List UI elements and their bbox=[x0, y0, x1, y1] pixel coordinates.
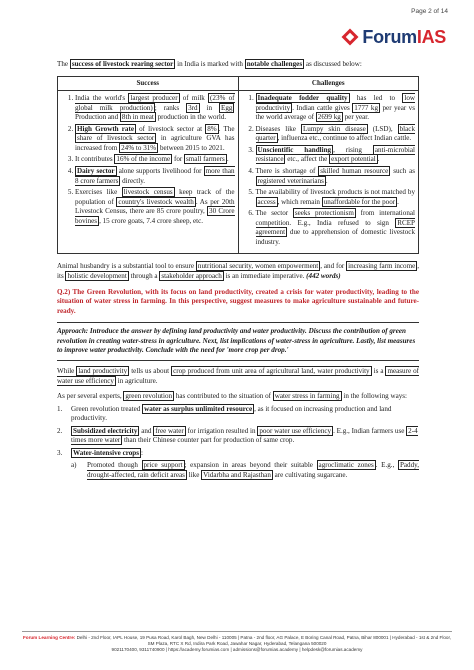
highlight: 8th in meat bbox=[121, 113, 154, 122]
highlight: 3rd bbox=[188, 103, 198, 112]
highlight: black quarter bbox=[255, 124, 415, 143]
green-revolution-points bbox=[57, 405, 419, 481]
list-number: 1. bbox=[57, 404, 63, 413]
text-span: (LSD), bbox=[367, 124, 398, 133]
text-span: : bbox=[141, 448, 143, 457]
text-span: for irrigation resulted in bbox=[185, 426, 258, 435]
text-span: has led to bbox=[349, 94, 403, 102]
highlight: Unscientific handling bbox=[257, 145, 332, 154]
page-number: Page 2 of 14 bbox=[411, 8, 448, 15]
highlight: 30 Crore bovines bbox=[75, 207, 235, 225]
text-span: for bbox=[172, 155, 185, 164]
text-span: . bbox=[377, 155, 380, 164]
highlight: poor water use efficiency bbox=[259, 426, 332, 435]
text-span: between 2015 to 2021. bbox=[158, 143, 225, 152]
highlight: livestock census bbox=[123, 188, 173, 197]
highlight: notable challenges bbox=[246, 60, 303, 68]
text-span: Promoted though bbox=[87, 461, 142, 470]
text-span: etc., affect the bbox=[285, 155, 330, 164]
list-item bbox=[57, 449, 419, 481]
experts-paragraph bbox=[57, 392, 419, 402]
sub-list-item bbox=[71, 461, 419, 480]
text-span: , as it focused on increasing production and land productivity. bbox=[71, 404, 392, 423]
text-span: in bbox=[199, 103, 220, 112]
text-span: in the following ways: bbox=[341, 392, 408, 401]
highlight: Inadequate fodder quality bbox=[257, 94, 348, 102]
text-span: in agriculture. bbox=[115, 376, 158, 385]
highlight: 24% to 31% bbox=[121, 143, 157, 152]
list-item-text bbox=[71, 449, 143, 459]
text-span: such as bbox=[390, 166, 416, 175]
challenge-item bbox=[256, 146, 416, 165]
challenges-column bbox=[238, 91, 419, 254]
logo-ias: IAS bbox=[416, 26, 446, 47]
highlight: increasing farm income bbox=[348, 262, 416, 271]
footer-line-1: Delhi - 2nd Floor, IAPL House, 19 Pusa Road, Karol Bagh, New Delhi - 110005 | Patna - 2nd floor, AG Palace, E Boring Canal Road, Patna, Bihar 800001 | Hyderabad - 1st & 2nd Floor, SM Plaza, RTC X Rd, Indira Park Road, Jawahar Nagar, Hyderabad, Telangana 500020 bbox=[75, 635, 452, 647]
highlight: Water-intensive crops bbox=[73, 448, 140, 457]
text-span: Green revolution treated bbox=[71, 404, 143, 413]
text-span: It contributes bbox=[75, 155, 115, 164]
text-span: than their Chinese counter part for production of same crop. bbox=[122, 436, 295, 445]
highlight: Egg bbox=[221, 103, 233, 112]
success-item bbox=[75, 94, 235, 123]
text-span: . As per 20th Livestock Census, there are 85 crore poultry, bbox=[75, 197, 235, 216]
highlight: Subsidized electricity bbox=[73, 426, 138, 435]
text-span: per year vs the world average of bbox=[255, 103, 415, 122]
challenge-item bbox=[256, 125, 416, 144]
logo-forum: Forum bbox=[362, 26, 417, 47]
highlight: Lumpy skin disease bbox=[302, 124, 366, 133]
highlight: 8% bbox=[207, 124, 217, 133]
highlight: anti-microbial resistance bbox=[255, 145, 415, 164]
text-span: is an immediate imperative. bbox=[223, 272, 307, 280]
text-span: The availability of livestock products is not matched by bbox=[255, 188, 415, 197]
text-span: As per several experts, bbox=[57, 392, 124, 401]
challenge-item bbox=[256, 167, 416, 186]
document-body bbox=[57, 60, 419, 484]
highlight: access bbox=[257, 197, 276, 206]
text-span: from international competition. E.g., India refused to sign bbox=[255, 209, 415, 227]
list-number: 2. bbox=[57, 426, 63, 435]
text-span: , which remain bbox=[277, 197, 322, 206]
intro-paragraph bbox=[57, 60, 419, 70]
footer-address bbox=[22, 635, 452, 647]
success-item bbox=[75, 125, 235, 154]
text-span: . E.g., bbox=[375, 461, 398, 470]
sub-list bbox=[57, 461, 419, 480]
text-span: The sector bbox=[255, 209, 293, 218]
list-number: 3. bbox=[57, 448, 63, 457]
text-span: The bbox=[57, 60, 70, 68]
text-span: due to apprehension of domestic livestock industry. bbox=[255, 228, 415, 246]
highlight: country's livestock wealth bbox=[118, 197, 194, 206]
highlight: more than 8 crore farmers bbox=[75, 166, 235, 185]
highlight: agroclimatic zones bbox=[318, 461, 374, 470]
text-span: . bbox=[397, 197, 399, 206]
text-span: like bbox=[186, 471, 202, 479]
table-header-challenges: Challenges bbox=[238, 76, 419, 90]
highlight: Paddy, drought-affected, rain deficit areas bbox=[87, 461, 419, 479]
highlight: seeks protectionism bbox=[294, 209, 354, 218]
highlight: RCEP agreement bbox=[255, 218, 415, 237]
text-span: , its bbox=[57, 262, 420, 280]
text-span: . bbox=[226, 155, 229, 164]
approach-text: Approach: Introduce the answer by defining land productivity and water productivity. Discuss the contribution of green revolution in creating water-stress in agriculture. Next, list implications of water-stress in agriculture. Lastly, list measures to improve water productivity. Conclude with the need for 'more crop per drop.' bbox=[57, 322, 419, 361]
highlight: crop produced from unit area of agricultural land, water productivity bbox=[173, 366, 370, 375]
text-span: as discussed below: bbox=[304, 60, 362, 68]
text-span: through a bbox=[128, 272, 160, 280]
highlight: export potential bbox=[331, 155, 376, 164]
text-span: production in the world. bbox=[155, 113, 227, 122]
highlight: green revolution bbox=[125, 392, 173, 401]
definition-paragraph bbox=[57, 367, 419, 386]
highlight: share of livestock sector bbox=[77, 134, 155, 143]
text-span: and bbox=[139, 426, 154, 435]
footer-brand: Forum Learning Centre: bbox=[22, 635, 76, 640]
text-span: Animal husbandry is a substantial tool to ensure bbox=[57, 262, 196, 271]
text-span: of milk bbox=[179, 94, 209, 102]
text-span: , rising bbox=[333, 145, 373, 154]
success-item bbox=[75, 188, 235, 226]
text-span: ; expansion in areas beyond their suitable bbox=[184, 461, 317, 470]
list-item-text bbox=[71, 405, 419, 424]
highlight: water as surplus unlimited resource bbox=[144, 404, 253, 413]
table-header-success: Success bbox=[58, 76, 239, 90]
highlight: water stress in farming bbox=[274, 392, 340, 401]
challenge-item bbox=[256, 209, 416, 247]
highlight: small farmers bbox=[186, 155, 225, 164]
highlight: 2699 kg bbox=[317, 113, 341, 122]
conclusion-paragraph bbox=[57, 262, 419, 281]
highlight: nutritional security, women empowerment bbox=[197, 262, 319, 271]
highlight: free water bbox=[155, 426, 184, 435]
text-span: . E.g., Indian farmers use bbox=[333, 426, 407, 435]
text-span: . The bbox=[218, 124, 235, 133]
success-column bbox=[58, 91, 239, 254]
word-count: (442 words) bbox=[306, 272, 341, 280]
question-text: Q.2) The Green Revolution, with its focus on land productivity, created a crisis for water productivity, leading to the situation of water stress in farming. In this perspective, suggest measures to make agriculture sustainable and future-ready. bbox=[57, 287, 419, 315]
list-item-text bbox=[71, 427, 419, 446]
highlight: unaffordable for the poor bbox=[323, 197, 396, 206]
highlight: land productivity bbox=[78, 366, 128, 375]
highlight: 1777 kg bbox=[354, 103, 379, 112]
highlight: stakeholder approach bbox=[161, 272, 222, 280]
highlight: low productivity bbox=[255, 94, 415, 112]
text-span: in India is marked with bbox=[175, 60, 245, 68]
highlight: (23% of global milk production) bbox=[75, 94, 235, 112]
highlight: success of livestock rearing sector bbox=[71, 60, 174, 68]
highlight: Dairy sector bbox=[77, 166, 115, 175]
list-item bbox=[57, 405, 419, 424]
forumias-logo bbox=[344, 27, 446, 47]
list-number: a) bbox=[71, 461, 77, 470]
highlight: High Growth rate bbox=[77, 124, 134, 133]
text-span: of livestock sector at bbox=[135, 124, 206, 133]
logo-icon bbox=[342, 29, 359, 46]
text-span: keep track of the population of bbox=[75, 188, 235, 206]
text-span: Diseases like bbox=[255, 124, 301, 133]
text-span: Production and bbox=[75, 113, 120, 122]
success-item bbox=[75, 155, 235, 165]
highlight: skilled human resource bbox=[320, 166, 389, 175]
text-span: . Indian cattle gives bbox=[292, 103, 353, 112]
challenge-item bbox=[256, 94, 416, 123]
text-span: . bbox=[325, 176, 328, 185]
highlight: largest producer bbox=[130, 94, 178, 102]
text-span: Exercises like bbox=[75, 188, 122, 197]
text-span: India the world's bbox=[75, 94, 129, 102]
text-span: , influenza etc., continue to affect Indian cattle. bbox=[277, 134, 412, 143]
highlight: Vidarbha and Rajasthan bbox=[203, 471, 271, 479]
highlight: 2-4 times more water bbox=[71, 426, 418, 445]
text-span: tells us about bbox=[129, 366, 172, 375]
highlight: measure of water use efficiency bbox=[57, 366, 419, 385]
text-span: While bbox=[57, 366, 77, 375]
highlight: price support bbox=[143, 461, 183, 470]
text-span: are cultivating sugarcane. bbox=[272, 471, 348, 479]
highlight: 16% of the income bbox=[116, 155, 171, 164]
text-span: ; ranks bbox=[154, 103, 187, 112]
text-span: , and for bbox=[320, 262, 347, 271]
footer-contact[interactable]: 9021170400, 9311740900 | https://academy.forumias.com | admissions@forumias.academy | helpdesk@forumias.academy bbox=[111, 647, 363, 653]
page-footer bbox=[22, 631, 452, 654]
highlight: registered veterinarians bbox=[257, 176, 324, 185]
highlight: holistic development bbox=[67, 272, 127, 280]
success-item bbox=[75, 167, 235, 186]
text-span: , 15 crore goats, 7.4 crore sheep, etc. bbox=[99, 216, 204, 225]
text-span: There is shortage of bbox=[255, 166, 319, 175]
text-span: directly. bbox=[120, 176, 146, 185]
challenge-item bbox=[256, 188, 416, 207]
logo-text bbox=[362, 27, 446, 48]
success-challenges-table bbox=[57, 76, 419, 255]
text-span: in agriculture GVA has increased from bbox=[75, 134, 235, 152]
text-span: is a bbox=[371, 366, 386, 375]
list-item bbox=[57, 427, 419, 446]
text-span: per year. bbox=[342, 113, 370, 122]
text-span: alone supports livelihood for bbox=[116, 166, 204, 175]
text-span: has contributed to the situation of bbox=[174, 392, 273, 401]
sub-item-text bbox=[87, 461, 419, 480]
